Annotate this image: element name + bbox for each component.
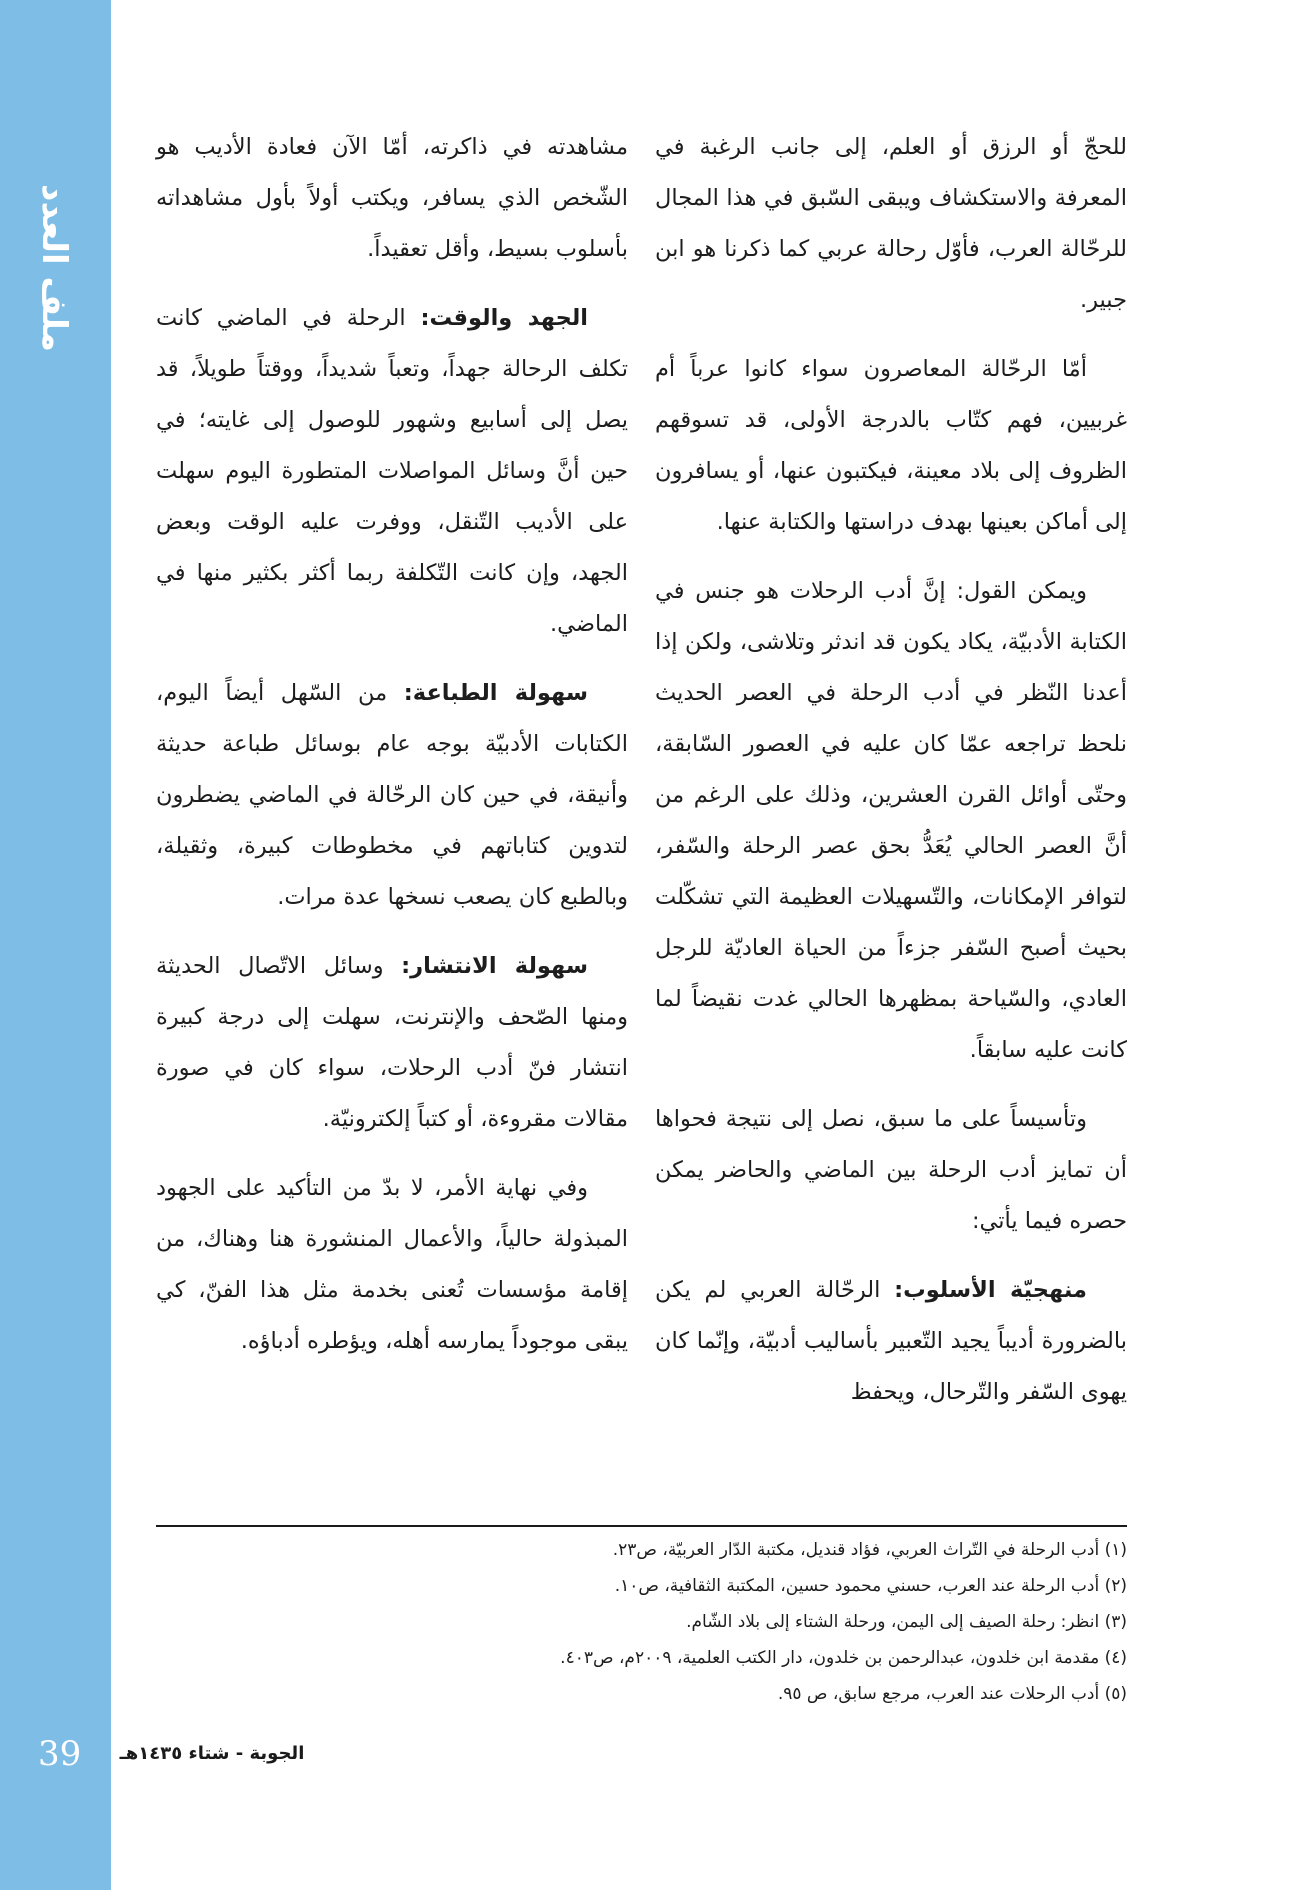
footnote: (٣) انظر: رحلة الصيف إلى اليمن، ورحلة الشتاء إلى بلاد الشّام. [686,1612,1127,1632]
article-column-right [655,122,1127,1436]
page-number: 39 [38,1734,82,1774]
paragraph [156,122,628,275]
paragraph-text: أمّا الرحّالة المعاصرون سواء كانوا عرباً أم غربيين، فهم كتّاب بالدرجة الأولى، قد تسوقهم الظروف إلى بلاد معينة، فيكتبون عنها، أو يسافرون إلى أماكن بعينها بهدف دراستها والكتابة عنها. [655,356,1127,535]
side-strip [0,0,111,1890]
paragraph [156,293,628,650]
footnote: (٤) مقدمة ابن خلدون، عبدالرحمن بن خلدون، دار الكتب العلمية، ٢٠٠٩م، ص٤٠٣. [560,1648,1127,1668]
paragraph-lead: سهولة الطباعة: [403,680,588,706]
paragraph-text: من السّهل أيضاً اليوم، الكتابات الأدبيّة بوجه عام بوسائل طباعة حديثة وأنيقة، في حين كان الرحّالة في الماضي يضطرون لتدوين كتاباتهم في مخطوطات كبيرة، وثقيلة، وبالطبع كان يصعب نسخها عدة مرات. [156,680,628,910]
paragraph-text: الرحلة في الماضي كانت تكلف الرحالة جهداً، وتعباً شديداً، ووقتاً طويلاً، قد يصل إلى أسابيع وشهور للوصول إلى غايته؛ في حين أنَّ وسائل المواصلات المتطورة اليوم سهلت على الأديب التّنقل، ووفرت عليه الوقت وبعض الجهد، وإن كانت التّكلفة ربما أكثر بكثير منها في الماضي. [156,305,628,637]
paragraph-lead: الجهد والوقت: [420,305,588,331]
paragraph-text: الرحّالة العربي لم يكن بالضرورة أديباً يجيد التّعبير بأساليب أدبيّة، وإنّما كان يهوى السّفر والتّرحال، ويحفظ [655,1277,1127,1405]
footnote: (٢) أدب الرحلة عند العرب، حسني محمود حسين، المكتبة الثقافية، ص١٠. [614,1576,1127,1596]
paragraph-text: وتأسيساً على ما سبق، نصل إلى نتيجة فحواها أن تمايز أدب الرحلة بين الماضي والحاضر يمكن حصره فيما يأتي: [655,1106,1127,1234]
paragraph-text: وسائل الاتّصال الحديثة ومنها الصّحف والإنترنت، سهلت إلى درجة كبيرة انتشار فنّ أدب الرحلات، سواء كان في صورة مقالات مقروءة، أو كتباً إلكترونيّة. [156,953,628,1132]
publication-footer: الجوبة - شتاء ١٤٣٥هـ [119,1743,305,1764]
section-title: ملف العدد [34,184,74,352]
paragraph [655,1265,1127,1418]
footnote: (١) أدب الرحلة في التّراث العربي، فؤاد قنديل، مكتبة الدّار العربيّة، ص٢٣. [612,1540,1127,1560]
paragraph [655,1094,1127,1247]
paragraph-text: ويمكن القول: إنَّ أدب الرحلات هو جنس في الكتابة الأدبيّة، يكاد يكون قد اندثر وتلاشى، ولكن إذا أعدنا النّظر في أدب الرحلة في العصر الحديث نلحظ تراجعه عمّا كان عليه في العصور السّابقة، وحتّى أوائل القرن العشرين، وذلك على الرغم من أنَّ العصر الحالي يُعَدُّ بحق عصر الرحلة والسّفر، لتوافر الإمكانات، والتّسهيلات العظيمة التي تشكّلت بحيث أصبح السّفر جزءاً من الحياة العاديّة للرجل العادي، والسّياحة بمظهرها الحالي غدت نقيضاً لما كانت عليه سابقاً. [655,578,1127,1063]
paragraph [655,344,1127,548]
footnote: (٥) أدب الرحلات عند العرب، مرجع سابق، ص ٩٥. [777,1684,1127,1704]
paragraph [655,122,1127,326]
paragraph [156,668,628,923]
paragraph-text: للحجّ أو الرزق أو العلم، إلى جانب الرغبة في المعرفة والاستكشاف ويبقى السّبق في هذا المجال للرحّالة العرب، فأوّل رحالة عربي كما ذكرنا هو ابن جبير. [655,134,1127,313]
paragraph [156,941,628,1145]
paragraph-text: وفي نهاية الأمر، لا بدّ من التأكيد على الجهود المبذولة حالياً، والأعمال المنشورة هنا وهناك، من إقامة مؤسسات تُعنى بخدمة مثل هذا الفنّ، كي يبقى موجوداً يمارسه أهله، ويؤطره أدباؤه. [156,1175,628,1354]
paragraph [655,566,1127,1076]
paragraph-text: مشاهدته في ذاكرته، أمّا الآن فعادة الأديب هو الشّخص الذي يسافر، ويكتب أولاً بأول مشاهداته بأسلوب بسيط، وأقل تعقيداً. [156,134,628,262]
footnotes-list [156,1532,1127,1712]
paragraph-lead: سهولة الانتشار: [401,953,588,979]
paragraph-lead: منهجيّة الأسلوب: [894,1277,1087,1303]
footnote-divider [156,1525,1127,1527]
article-column-left [156,122,628,1385]
paragraph [156,1163,628,1367]
